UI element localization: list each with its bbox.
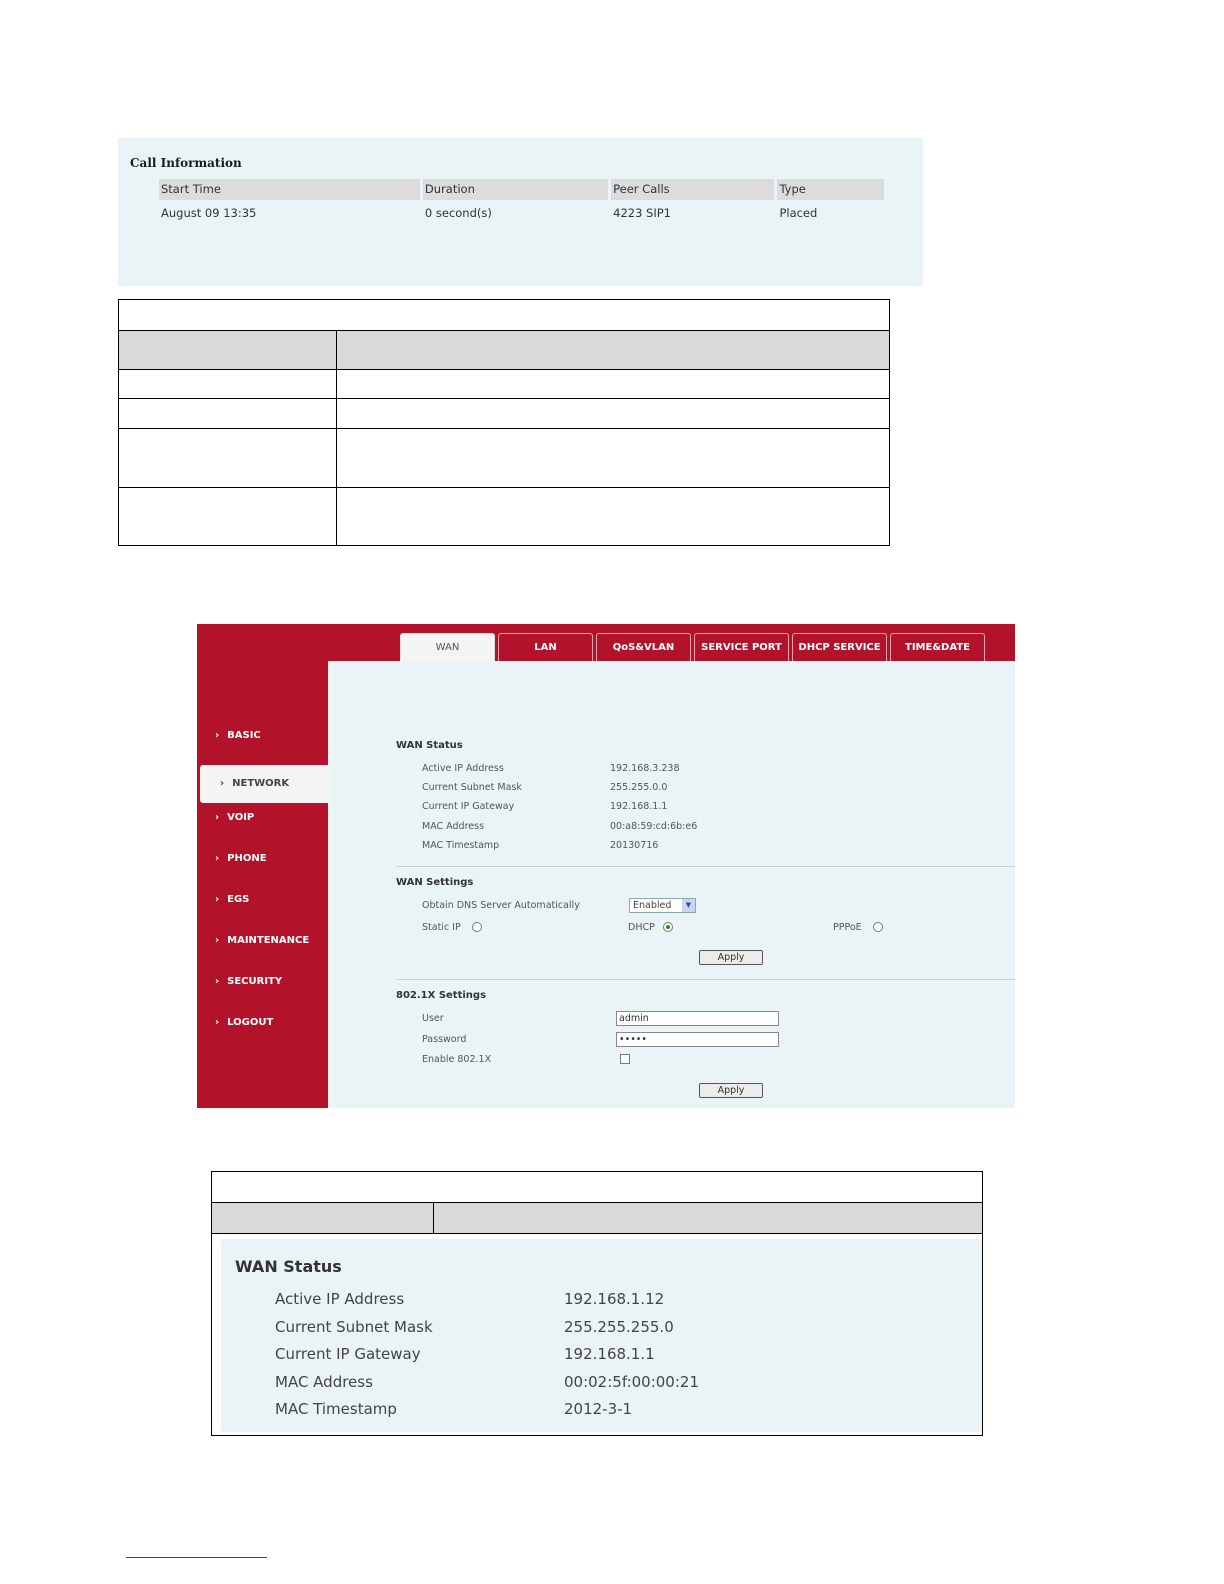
header-type: Type xyxy=(777,179,884,200)
table-rule xyxy=(119,369,889,370)
header-duration: Duration xyxy=(423,179,608,200)
gateway-value: 192.168.1.1 xyxy=(564,1345,655,1363)
call-information-panel xyxy=(118,138,923,286)
chevron-right-icon: › xyxy=(215,853,220,864)
dot1x-settings-title: 802.1X Settings xyxy=(396,990,487,1001)
sidebar-item-network[interactable] xyxy=(200,765,328,803)
table-rule xyxy=(119,428,889,429)
header-peer-calls: Peer Calls xyxy=(611,179,774,200)
user-input[interactable]: admin xyxy=(616,1011,779,1026)
sidebar-item-security[interactable] xyxy=(197,970,328,1011)
dhcp-radio[interactable] xyxy=(663,922,673,932)
wan-apply-button[interactable]: Apply xyxy=(699,950,763,965)
enable-8021x-checkbox[interactable] xyxy=(620,1054,630,1064)
section-divider xyxy=(396,866,1015,867)
cell-start-time: August 09 13:35 xyxy=(161,205,257,220)
header-start-time: Start Time xyxy=(159,179,420,200)
cell-peer-calls: 4223 SIP1 xyxy=(613,205,671,220)
tab-wan[interactable]: WAN xyxy=(400,633,495,661)
static-ip-radio[interactable] xyxy=(472,922,482,932)
gateway-label: Current IP Gateway xyxy=(275,1345,421,1363)
mac-address-label: MAC Address xyxy=(422,821,485,832)
footnote-separator xyxy=(126,1557,267,1558)
table-rule xyxy=(212,1233,982,1234)
user-label: User xyxy=(422,1013,444,1024)
chevron-right-icon: › xyxy=(215,812,220,823)
wan-status-panel xyxy=(221,1239,982,1432)
call-information-title: Call Information xyxy=(130,156,242,170)
dns-auto-label: Obtain DNS Server Automatically xyxy=(422,900,580,911)
sidebar-item-label: PHONE xyxy=(227,853,267,864)
sidebar-item-voip[interactable] xyxy=(197,806,328,847)
chevron-right-icon: › xyxy=(215,976,220,987)
sidebar-nav xyxy=(197,724,328,1052)
call-table-header xyxy=(159,179,887,200)
wan-settings-title: WAN Settings xyxy=(396,877,474,888)
wan-status-title: WAN Status xyxy=(235,1257,342,1276)
sidebar-item-label: VOIP xyxy=(227,812,255,823)
mac-timestamp-value: 2012-3-1 xyxy=(564,1400,633,1418)
tab-qos-vlan[interactable]: QoS&VLAN xyxy=(596,633,691,661)
chevron-right-icon: › xyxy=(220,778,225,789)
sidebar-item-label: NETWORK xyxy=(232,778,290,789)
table-column-rule xyxy=(433,1202,434,1233)
tab-time-date[interactable]: TIME&DATE xyxy=(890,633,985,661)
password-input[interactable]: ••••• xyxy=(616,1032,779,1047)
table-rule xyxy=(119,330,889,331)
gateway-value: 192.168.1.1 xyxy=(610,801,668,812)
password-label: Password xyxy=(422,1034,467,1045)
sidebar-item-label: MAINTENANCE xyxy=(227,935,310,946)
chevron-right-icon: › xyxy=(215,935,220,946)
static-ip-label: Static IP xyxy=(422,922,461,933)
table-rule xyxy=(212,1202,982,1203)
section-divider xyxy=(396,979,1015,980)
tab-service-port[interactable]: SERVICE PORT xyxy=(694,633,789,661)
active-ip-label: Active IP Address xyxy=(422,763,504,774)
cell-duration: 0 second(s) xyxy=(424,205,492,220)
gateway-label: Current IP Gateway xyxy=(422,801,515,812)
table-header-shade xyxy=(119,331,889,369)
active-ip-label: Active IP Address xyxy=(275,1290,405,1308)
dhcp-label: DHCP xyxy=(628,922,655,933)
tab-lan[interactable]: LAN xyxy=(498,633,593,661)
dot1x-apply-button[interactable]: Apply xyxy=(699,1083,763,1098)
mac-timestamp-label: MAC Timestamp xyxy=(275,1400,397,1418)
mac-address-value: 00:a8:59:cd:6b:e6 xyxy=(610,821,698,832)
table-header-shade xyxy=(212,1203,982,1233)
subnet-mask-value: 255.255.0.0 xyxy=(610,782,668,793)
empty-document-table xyxy=(118,299,890,546)
subnet-mask-label: Current Subnet Mask xyxy=(422,782,522,793)
tab-bar xyxy=(400,633,985,661)
mac-timestamp-label: MAC Timestamp xyxy=(422,840,500,851)
pppoe-label: PPPoE xyxy=(833,922,862,933)
sidebar-edge xyxy=(328,661,332,1108)
cell-type: Placed xyxy=(779,205,818,220)
router-web-ui xyxy=(197,624,1015,1108)
sidebar-item-logout[interactable] xyxy=(197,1011,328,1052)
mac-address-label: MAC Address xyxy=(275,1373,373,1391)
subnet-mask-value: 255.255.255.0 xyxy=(564,1318,674,1336)
mac-address-value: 00:02:5f:00:00:21 xyxy=(564,1373,699,1391)
sidebar-item-phone[interactable] xyxy=(197,847,328,888)
table-rule xyxy=(119,487,889,488)
wan-status-title: WAN Status xyxy=(396,740,463,751)
dns-auto-value: Enabled xyxy=(633,900,672,911)
subnet-mask-label: Current Subnet Mask xyxy=(275,1318,433,1336)
chevron-right-icon: › xyxy=(215,730,220,741)
enable-8021x-label: Enable 802.1X xyxy=(422,1054,492,1065)
active-ip-value: 192.168.3.238 xyxy=(610,763,680,774)
dns-auto-select[interactable] xyxy=(629,898,696,913)
sidebar-item-label: SECURITY xyxy=(227,976,283,987)
table-row xyxy=(159,202,887,223)
sidebar-item-maintenance[interactable] xyxy=(197,929,328,970)
sidebar-item-label: LOGOUT xyxy=(227,1017,274,1028)
call-table xyxy=(159,179,887,223)
sidebar-item-label: EGS xyxy=(227,894,250,905)
chevron-right-icon: › xyxy=(215,894,220,905)
mac-timestamp-value: 20130716 xyxy=(610,840,659,851)
table-column-rule xyxy=(336,330,337,546)
sidebar-item-label: BASIC xyxy=(227,730,261,741)
chevron-right-icon: › xyxy=(215,1017,220,1028)
active-ip-value: 192.168.1.12 xyxy=(564,1290,665,1308)
chevron-down-icon: ▼ xyxy=(682,899,695,912)
tab-dhcp-service[interactable]: DHCP SERVICE xyxy=(792,633,887,661)
sidebar-item-basic[interactable] xyxy=(197,724,328,765)
pppoe-radio[interactable] xyxy=(873,922,883,932)
sidebar-item-egs[interactable] xyxy=(197,888,328,929)
table-rule xyxy=(119,398,889,399)
